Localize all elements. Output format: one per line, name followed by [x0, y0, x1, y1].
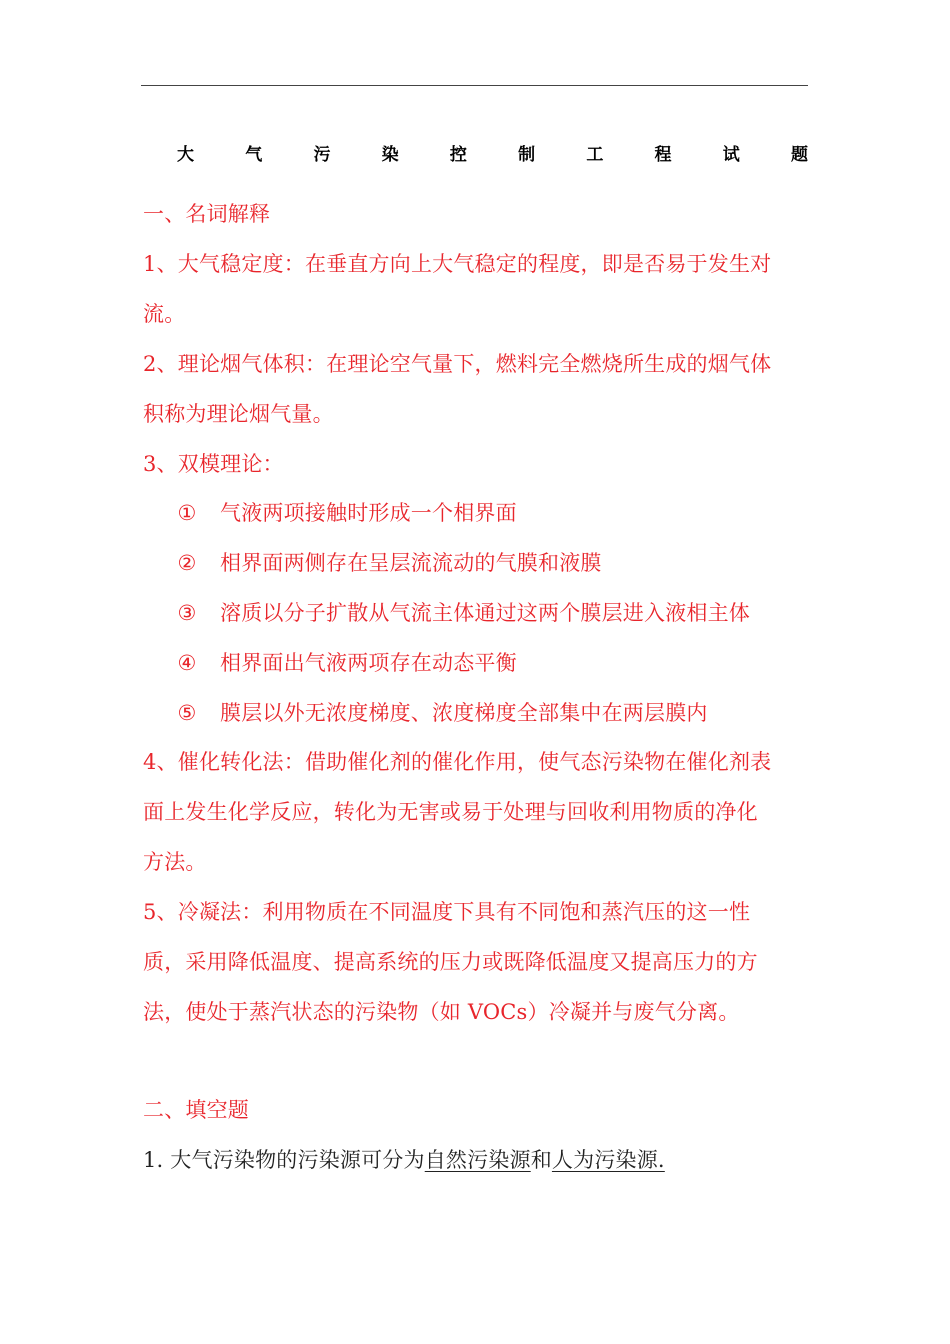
q3-item-text: 相界面两侧存在呈层流流动的气膜和液膜	[220, 551, 602, 575]
title-char: 试	[722, 145, 740, 165]
q3-item	[174, 599, 750, 627]
section1-heading: 一、名词解释	[143, 202, 271, 226]
q4-line3: 方法。	[143, 850, 207, 874]
q5-line1: 5、冷凝法：利用物质在不同温度下具有不同饱和蒸汽压的这一性	[143, 900, 751, 924]
header-rule	[141, 85, 808, 86]
q2-line1: 2、理论烟气体积：在理论空气量下，燃料完全燃烧所生成的烟气体	[143, 352, 772, 376]
q5-line2: 质，采用降低温度、提高系统的压力或既降低温度又提高压力的方	[143, 950, 758, 974]
q3-line1: 3、双模理论：	[143, 452, 284, 476]
title-char: 制	[518, 145, 536, 165]
title-char: 污	[313, 145, 331, 165]
q3-item	[174, 499, 517, 527]
q4-line2: 面上发生化学反应，转化为无害或易于处理与回收利用物质的净化	[143, 800, 758, 824]
answer-blank-1: 自然污染源	[424, 1148, 531, 1172]
title-char: 程	[654, 145, 672, 165]
title-char: 气	[245, 145, 263, 165]
title-char: 题	[790, 145, 808, 165]
title-char: 工	[586, 145, 604, 165]
q3-item-text: 气液两项接触时形成一个相界面	[220, 501, 517, 525]
circled-number: ④	[177, 651, 197, 675]
q3-item-text: 溶质以分子扩散从气流主体通过这两个膜层进入液相主体	[220, 601, 750, 625]
section2-heading: 二、填空题	[143, 1098, 249, 1122]
q3-item	[174, 649, 517, 677]
title-char: 染	[381, 145, 399, 165]
answer-blank-2: 人为污染源.	[551, 1148, 665, 1172]
q3-item	[174, 699, 708, 727]
q3-item	[174, 549, 602, 577]
question-connector: 和	[530, 1148, 552, 1172]
q1-line2: 流。	[143, 302, 186, 326]
fill-question-1	[143, 1146, 665, 1174]
title-char: 控	[449, 145, 467, 165]
q3-item-text: 相界面出气液两项存在动态平衡	[220, 651, 517, 675]
circled-number: ①	[177, 501, 197, 525]
title-char: 大	[177, 145, 194, 165]
q1-line1: 1、大气稳定度：在垂直方向上大气稳定的程度，即是否易于发生对	[143, 252, 772, 276]
circled-number: ②	[177, 551, 197, 575]
question-prefix: 1. 大气污染物的污染源可分为	[143, 1148, 425, 1172]
document-title	[141, 140, 808, 166]
q4-line1: 4、催化转化法：借助催化剂的催化作用，使气态污染物在催化剂表	[143, 750, 772, 774]
q2-line2: 积称为理论烟气量。	[143, 402, 334, 426]
q3-item-text: 膜层以外无浓度梯度、浓度梯度全部集中在两层膜内	[220, 701, 708, 725]
circled-number: ⑤	[177, 701, 197, 725]
q5-line3: 法，使处于蒸汽状态的污染物（如 VOCs）冷凝并与废气分离。	[143, 1000, 740, 1024]
circled-number: ③	[177, 601, 197, 625]
